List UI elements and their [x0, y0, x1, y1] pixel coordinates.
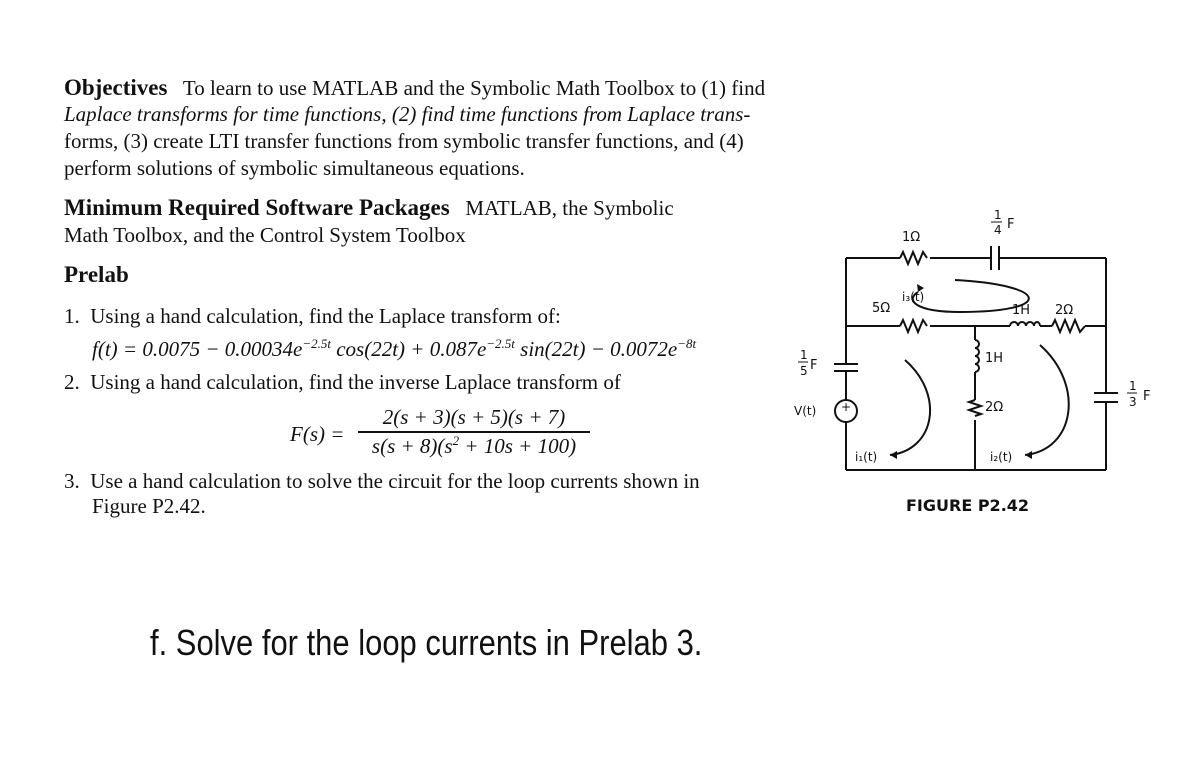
loop-arrow-i1 — [890, 360, 930, 455]
label-cap-right-num: 1 — [1129, 379, 1137, 393]
label-i1: i₁(t) — [855, 450, 878, 464]
objectives-text-1: To learn to use MATLAB and the Symbolic Math Toolbox to (1) find — [182, 76, 766, 100]
label-cap-top-den: 4 — [994, 223, 1002, 237]
resistor-5-ohm — [900, 320, 927, 332]
label-cap-top-unit: F — [1007, 217, 1015, 232]
prelab-heading: Prelab — [64, 262, 129, 287]
eq1-exponent-1: −2.5t — [302, 336, 331, 351]
eq2-lhs: F(s) = — [290, 422, 345, 446]
label-source: V(t) — [794, 404, 817, 418]
objectives-heading: Objectives — [64, 75, 168, 100]
inductor-1h-mid — [975, 340, 979, 372]
resistor-2-ohm-mid — [969, 400, 981, 416]
software-text-1: MATLAB, the Symbolic — [465, 196, 674, 220]
label-cap-top-num: 1 — [994, 208, 1002, 222]
label-l-1h-top: 1H — [1012, 303, 1031, 318]
eq1-sin-term: sin(22t) − 0.0072e — [514, 337, 678, 361]
label-source-plus: + — [841, 400, 852, 414]
label-cap-left-unit: F — [810, 358, 818, 373]
bottom-instruction: f. Solve for the loop currents in Prelab 3. — [150, 622, 703, 663]
label-r-5: 5Ω — [872, 301, 891, 316]
label-r-2-top: 2Ω — [1055, 303, 1074, 318]
label-cap-left-num: 1 — [800, 348, 808, 362]
software-heading: Minimum Required Software Packages — [64, 195, 450, 220]
label-r-2-mid: 2Ω — [985, 400, 1004, 415]
eq2-denominator: $s(s + 8)(s^2 + 10s + 100)$ — [371, 433, 577, 458]
resistor-2-ohm-top — [1052, 320, 1085, 332]
software-line-2: Math Toolbox, and the Control System Toolbox — [64, 223, 466, 247]
resistor-1-ohm — [900, 252, 927, 264]
label-i3: i₃(t) — [902, 290, 925, 304]
objectives-line-3: forms, (3) create LTI transfer functions from symbolic transfer functions, and (4) — [64, 129, 744, 153]
objectives-text-2: Laplace transforms for time functions, (2) find time functions from Laplace trans- — [64, 102, 751, 126]
figure-caption: FIGURE P2.42 — [906, 496, 1030, 515]
inductor-1h-top — [1010, 322, 1040, 326]
label-i2: i₂(t) — [990, 450, 1013, 464]
prelab-item-1-text: Using a hand calculation, find the Laplace transform of: — [90, 304, 561, 328]
label-r-top: 1Ω — [902, 230, 921, 245]
prelab-item-2-text: Using a hand calculation, find the inverse Laplace transform of — [90, 370, 621, 394]
prelab-item-3-number: 3. — [64, 469, 80, 493]
label-l-1h-mid: 1H — [985, 351, 1004, 366]
eq1-exponent-3: −8t — [677, 336, 697, 351]
label-cap-right-den: 3 — [1129, 395, 1137, 409]
prelab-item-1-number: 1. — [64, 304, 80, 328]
eq1-exponent-2: −2.5t — [486, 336, 515, 351]
prelab-item-3-text-2: Figure P2.42. — [92, 494, 206, 518]
loop-arrow-i2 — [1025, 345, 1069, 455]
eq1-lhs: f(t) = 0.0075 − 0.00034e — [92, 337, 303, 361]
eq2-numerator: 2(s + 3)(s + 5)(s + 7) — [382, 405, 566, 429]
label-cap-right-unit: F — [1143, 389, 1151, 404]
eq2-denominator-exponent: 2 — [452, 433, 460, 448]
label-cap-left-den: 5 — [800, 364, 808, 378]
objectives-line-4: perform solutions of symbolic simultaneous equations. — [64, 156, 525, 180]
prelab-item-2-number: 2. — [64, 370, 80, 394]
prelab-item-3-text-1: Use a hand calculation to solve the circuit for the loop currents shown in — [90, 469, 700, 493]
eq1-cos-term: cos(22t) + 0.087e — [330, 337, 487, 361]
